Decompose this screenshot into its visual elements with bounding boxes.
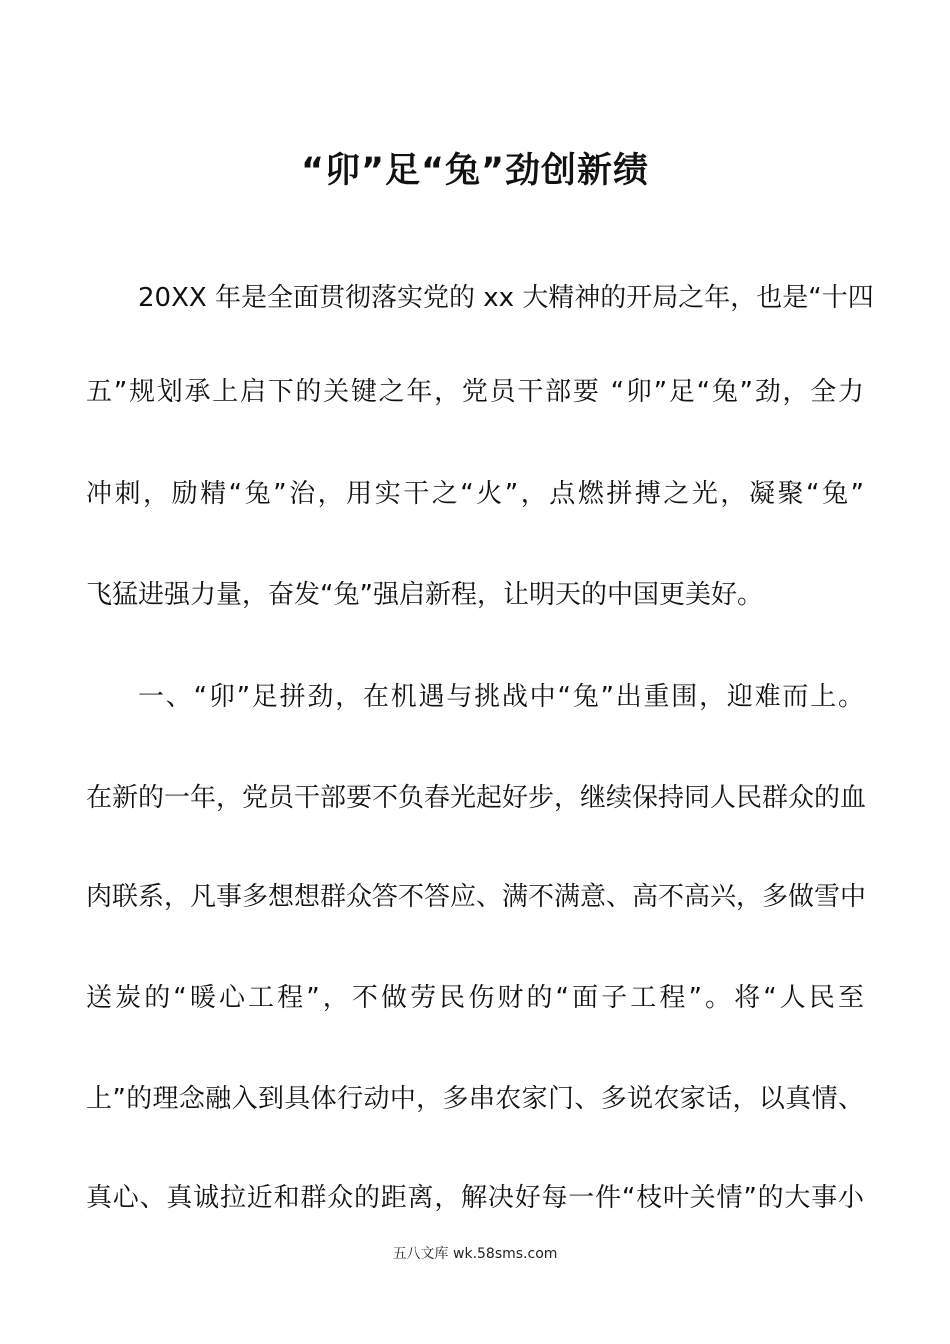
paragraph-1-line-1: 20XX 年是全面贯彻落实党的 xx 大精神的开局之年，也是“十四	[138, 283, 874, 313]
paragraph-2-line-5: 上”的理念融入到具体行动中，多串农家门、多说农家话，以真情、	[86, 1084, 864, 1114]
paragraph-2-line-2: 在新的一年，党员干部要不负春光起好步，继续保持同人民群众的血	[86, 783, 867, 813]
paragraph-2-line-3: 肉联系，凡事多想想群众答不答应、满不满意、高不高兴，多做雪中	[86, 882, 867, 912]
paragraph-1-line-4: 飞猛进强力量，奋发“兔”强启新程，让明天的中国更美好。	[86, 580, 763, 610]
document-title: “卯”足“兔”劲创新绩	[300, 151, 649, 191]
paragraph-2-line-6: 真心、真诚拉近和群众的距离，解决好每一件“枝叶关情”的大事小	[86, 1183, 864, 1213]
paragraph-1-line-3: 冲刺，励精“兔”治，用实干之“火”，点燃拼搏之光，凝聚“兔”	[86, 479, 864, 509]
paragraph-1-line-2: 五”规划承上启下的关键之年，党员干部要 “卯”足“兔”劲，全力	[86, 377, 864, 407]
footer-watermark: 五八文库 wk.58sms.com	[392, 1246, 558, 1262]
paragraph-2-line-4: 送炭的“暖心工程”，不做劳民伤财的“面子工程”。将“人民至	[86, 983, 864, 1013]
paragraph-2-line-1: 一、“卯”足拼劲，在机遇与挑战中“兔”出重围，迎难而上。	[138, 682, 864, 712]
